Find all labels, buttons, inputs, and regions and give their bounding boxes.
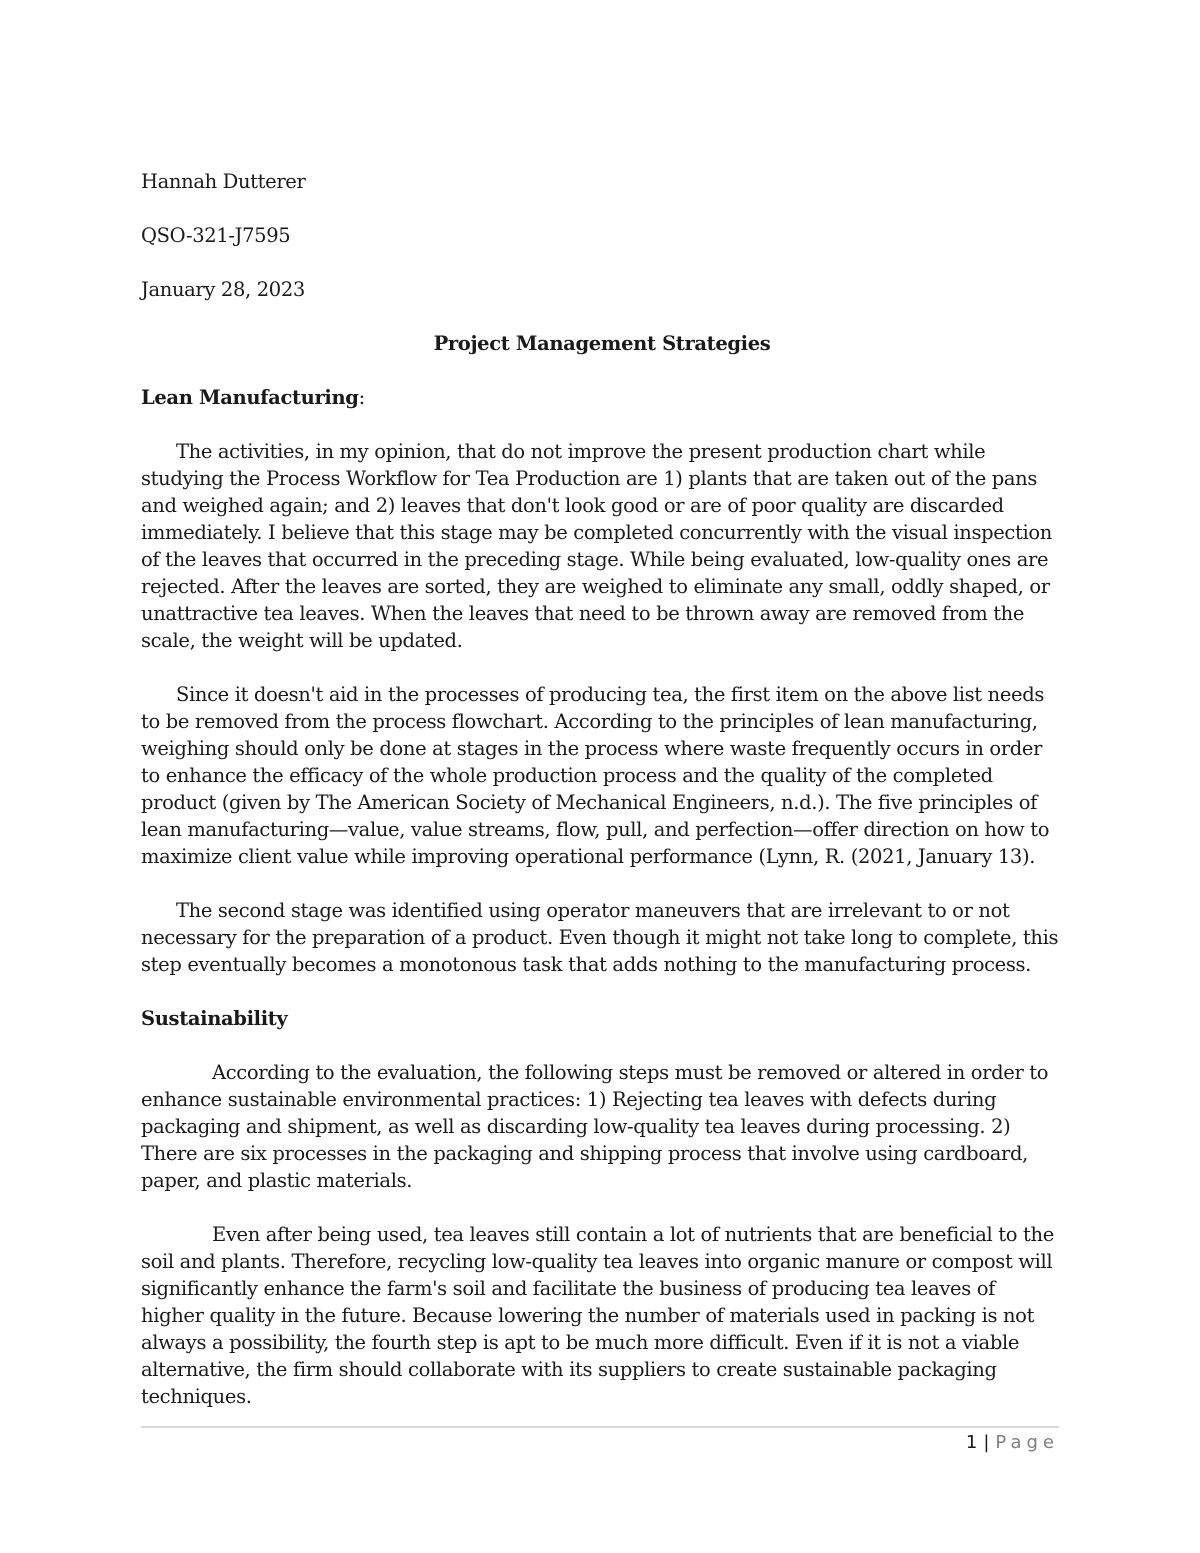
paragraph: The activities, in my opinion, that do not improve the present production chart while studying the Process Workflow for Tea Production are 1) plants that are taken out of the pans and weighed again; and 2) leaves that don't look good or are of poor quality are discarded immediately. I believe that this stage may be completed concurrently with the visual inspection of the leaves that occurred in the preceding stage. While being evaluated, low-quality ones are rejected. After the leaves are sorted, they are weighed to eliminate any small, oddly shaped, or unattractive tea leaves. When the leaves that need to be thrown away are removed from the scale, the weight will be updated.	[141, 440, 1052, 652]
document-body	[141, 168, 1063, 1437]
footer-separator: |	[983, 1432, 990, 1453]
section-heading-text: Lean Manufacturing	[141, 386, 359, 409]
page-label: Page	[995, 1432, 1059, 1453]
footer-divider	[141, 1426, 1059, 1428]
page-number: 1	[965, 1432, 978, 1453]
section-heading-sustainability	[141, 1005, 1063, 1032]
paragraph: Even after being used, tea leaves still contain a lot of nutrients that are beneficial to the soil and plants. Therefore, recycling low-quality tea leaves into organic manure or compost will significantly enhance the farm's soil and facilitate the business of producing tea leaves of higher quality in the future. Because lowering the number of materials used in packing is not always a possibility, the fourth step is apt to be much more difficult. Even if it is not a viable alternative, the firm should collaborate with its suppliers to create sustainable packaging techniques.	[141, 1223, 1054, 1408]
section-heading-colon: :	[358, 386, 365, 409]
page-footer	[966, 1432, 1059, 1453]
section-heading-lean	[141, 384, 1063, 411]
section-heading-text: Sustainability	[141, 1007, 288, 1030]
paragraph: The second stage was identified using operator maneuvers that are irrelevant to or not necessary for the preparation of a product. Even though it might not take long to complete, this step eventually becomes a monotonous task that adds nothing to the manufacturing process.	[141, 899, 1059, 976]
document-date: January 28, 2023	[141, 278, 305, 301]
author-name: Hannah Dutterer	[141, 170, 306, 193]
paragraph: Since it doesn't aid in the processes of producing tea, the first item on the above list needs to be removed from the process flowchart. According to the principles of lean manufacturing, weighing should only be done at stages in the process where waste frequently occurs in order to enhance the efficacy of the whole production process and the quality of the completed product (given by The American Society of Mechanical Engineers, n.d.). The five principles of lean manufacturing—value, value streams, flow, pull, and perfection—offer direction on how to maximize client value while improving operational performance (Lynn, R. (2021, January 13).	[141, 683, 1050, 868]
document-title: Project Management Strategies	[433, 332, 771, 355]
paragraph: According to the evaluation, the following steps must be removed or altered in order to enhance sustainable environmental practices: 1) Rejecting tea leaves with defects during packaging and shipment, as well as discarding low-quality tea leaves during processing. 2) There are six processes in the packaging and shipping process that involve using cardboard, paper, and plastic materials.	[141, 1061, 1049, 1192]
course-code: QSO-321-J7595	[141, 224, 291, 247]
